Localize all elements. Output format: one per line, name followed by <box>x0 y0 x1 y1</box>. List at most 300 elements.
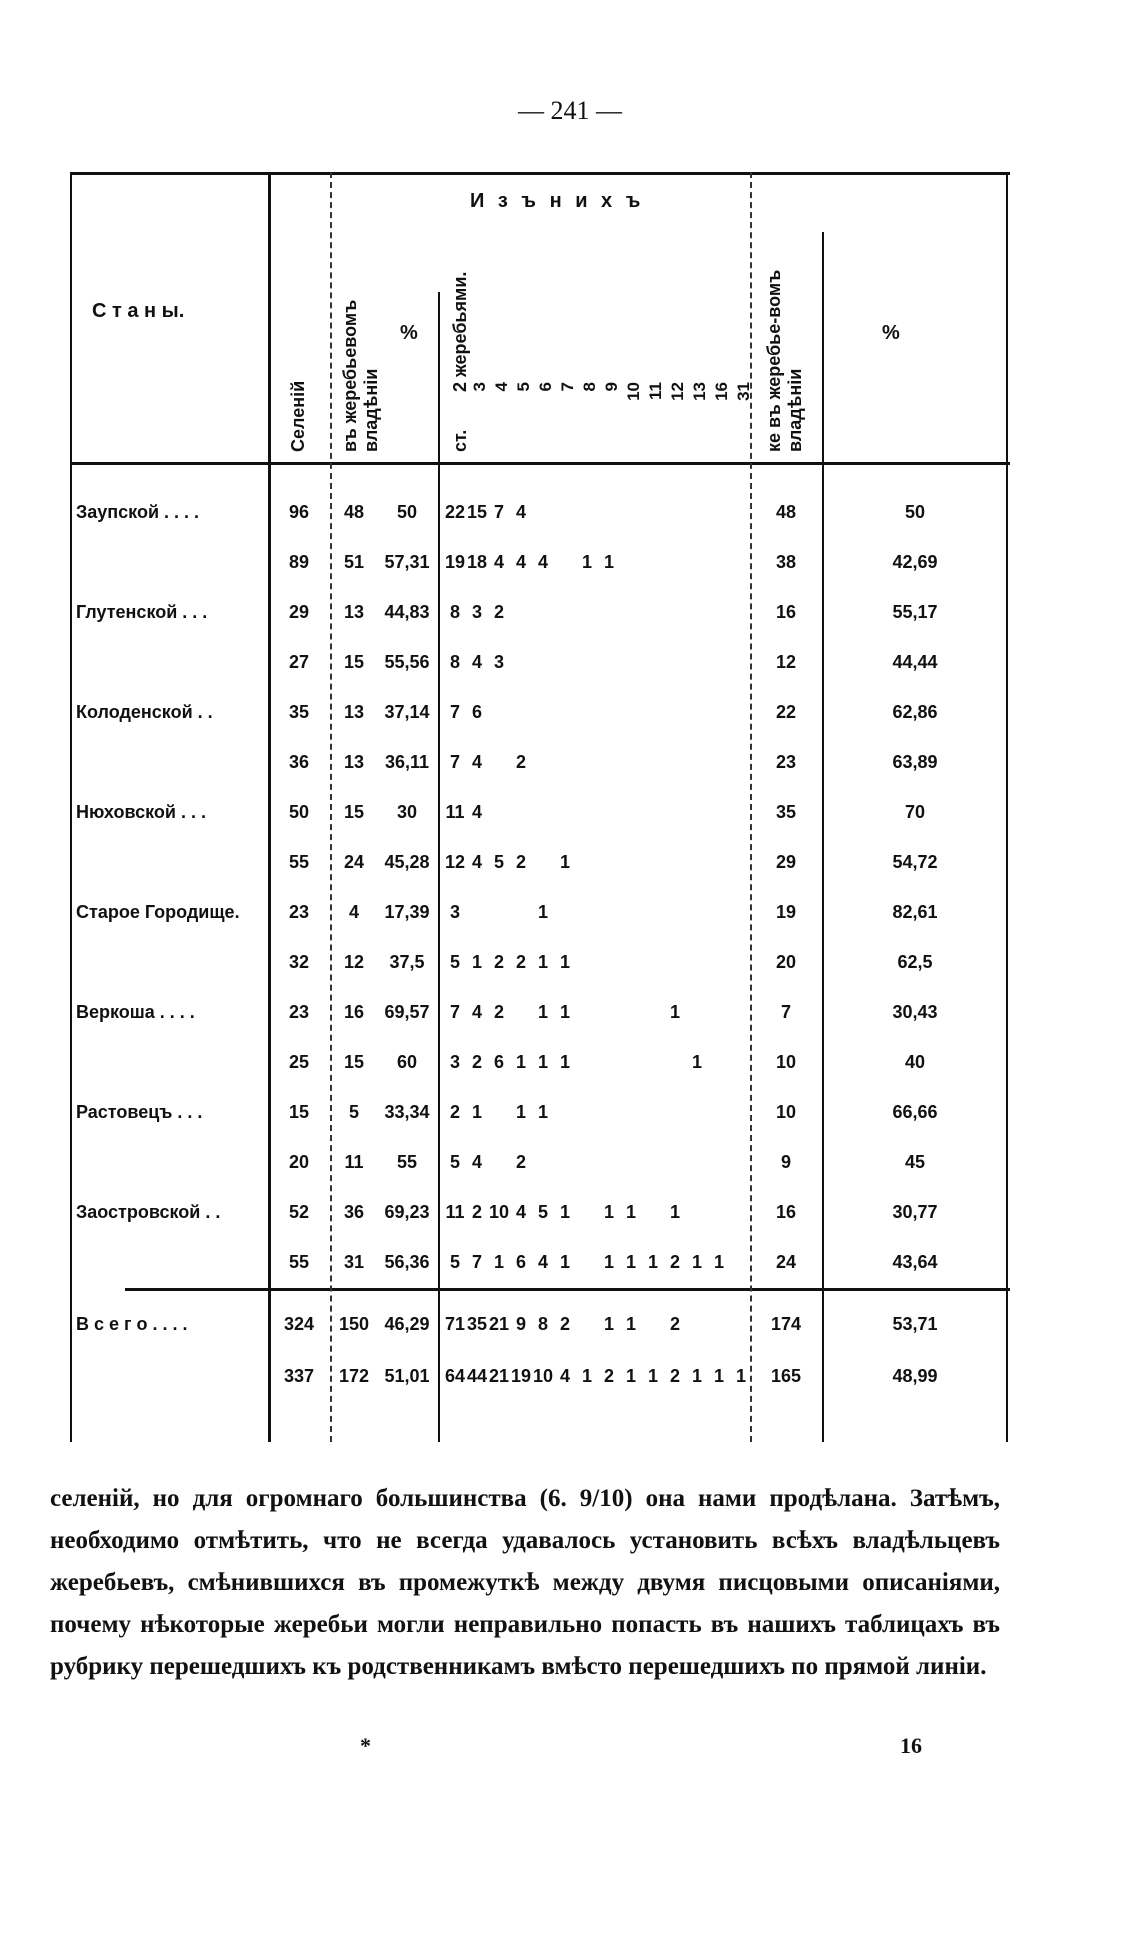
count-cell: 1 <box>559 1202 570 1222</box>
pct2-cell: 40 <box>904 1052 926 1072</box>
pct2-cell: 50 <box>904 502 926 522</box>
header-zhereb: въ жеребьевомъ владѣніи <box>340 299 381 452</box>
sub-number-8: 8 <box>580 382 599 392</box>
count-cell: 4 <box>471 1002 482 1022</box>
stan-name <box>76 738 266 786</box>
count-cell <box>686 788 708 836</box>
stan-name: Заостровской . . <box>76 1202 221 1222</box>
count-cell: 6 <box>471 702 482 722</box>
count-cell <box>532 738 554 786</box>
ke-cell: 29 <box>775 852 797 872</box>
two-zh-cell: 5 <box>449 952 460 972</box>
count-cell: 4 <box>537 552 548 572</box>
ke-cell: 12 <box>775 652 797 672</box>
count-cell <box>686 1300 708 1348</box>
sub-number-12: 12 <box>668 382 687 401</box>
ke-cell: 7 <box>780 1002 791 1022</box>
stan-name: Нюховской . . . <box>76 802 206 822</box>
count-cell <box>708 688 730 736</box>
count-cell <box>598 1038 620 1086</box>
count-cell <box>730 688 752 736</box>
count-cell <box>686 838 708 886</box>
count-cell: 2 <box>515 852 526 872</box>
count-cell: 1 <box>625 1366 636 1386</box>
ke-cell: 165 <box>770 1366 802 1386</box>
ke-cell: 19 <box>775 902 797 922</box>
count-cell <box>620 838 642 886</box>
count-cell: 15 <box>466 502 488 522</box>
count-cell <box>664 838 686 886</box>
zhereb-cell: 13 <box>343 602 365 622</box>
count-cell <box>730 788 752 836</box>
pct2-cell: 70 <box>904 802 926 822</box>
sub-number-9: 9 <box>602 382 621 392</box>
count-cell <box>708 538 730 586</box>
totals-row <box>70 1352 1010 1400</box>
count-cell <box>576 988 598 1036</box>
count-cell <box>576 938 598 986</box>
table-row <box>70 1138 1010 1186</box>
header-pct: % <box>400 322 418 344</box>
count-cell <box>686 488 708 536</box>
count-cell: 1 <box>537 1102 548 1122</box>
pct-cell: 45,28 <box>384 852 430 872</box>
count-cell <box>598 838 620 886</box>
count-cell <box>730 488 752 536</box>
count-cell <box>598 938 620 986</box>
count-cell: 1 <box>471 952 482 972</box>
count-cell: 2 <box>559 1314 570 1334</box>
table-row <box>70 488 1010 536</box>
count-cell: 18 <box>466 552 488 572</box>
sub-number-7: 7 <box>558 382 577 392</box>
ke-cell: 48 <box>775 502 797 522</box>
count-cell <box>642 588 664 636</box>
count-cell: 1 <box>559 852 570 872</box>
count-cell: 1 <box>713 1252 724 1272</box>
table-row <box>70 738 1010 786</box>
sub-number-13: 13 <box>690 382 709 401</box>
count-cell: 1 <box>625 1314 636 1334</box>
count-cell <box>488 888 510 936</box>
count-cell <box>708 1300 730 1348</box>
pct-cell: 55 <box>396 1152 418 1172</box>
pct2-cell: 62,86 <box>892 702 938 722</box>
count-cell: 2 <box>493 602 504 622</box>
count-cell <box>642 1300 664 1348</box>
count-cell <box>598 988 620 1036</box>
signature-number: 16 <box>900 1733 922 1758</box>
count-cell: 9 <box>515 1314 526 1334</box>
count-cell: 2 <box>493 1002 504 1022</box>
table-row <box>70 838 1010 886</box>
count-cell <box>510 888 532 936</box>
seleniy-cell: 36 <box>288 752 310 772</box>
count-cell <box>598 1088 620 1136</box>
two-zh-cell: 12 <box>444 852 466 872</box>
count-cell <box>708 1038 730 1086</box>
count-cell <box>554 588 576 636</box>
zhereb-cell: 13 <box>343 752 365 772</box>
page-number: — 241 — <box>518 96 622 125</box>
stan-name: Заупской . . . . <box>76 502 200 522</box>
stan-name: Растовецъ . . . <box>76 1102 203 1122</box>
count-cell <box>642 938 664 986</box>
sub-number-6: 6 <box>536 382 555 392</box>
count-cell: 1 <box>581 552 592 572</box>
count-cell <box>642 1188 664 1236</box>
stan-name <box>76 1238 266 1286</box>
ke-cell: 23 <box>775 752 797 772</box>
count-cell <box>708 1138 730 1186</box>
count-cell <box>598 488 620 536</box>
count-cell <box>554 788 576 836</box>
count-cell: 2 <box>603 1366 614 1386</box>
count-cell <box>510 688 532 736</box>
seleniy-cell: 55 <box>288 852 310 872</box>
count-cell: 21 <box>488 1366 510 1386</box>
ke-cell: 10 <box>775 1102 797 1122</box>
count-cell: 7 <box>493 502 504 522</box>
count-cell <box>576 488 598 536</box>
count-cell <box>708 788 730 836</box>
count-cell <box>576 1188 598 1236</box>
pct-cell: 51,01 <box>384 1366 430 1386</box>
count-cell: 1 <box>471 1102 482 1122</box>
count-cell <box>620 938 642 986</box>
stan-name: Колоденской . . <box>76 702 213 722</box>
count-cell <box>730 588 752 636</box>
pct2-cell: 63,89 <box>892 752 938 772</box>
count-cell: 4 <box>493 552 504 572</box>
table-top-rule <box>70 172 1010 175</box>
seleniy-cell: 35 <box>288 702 310 722</box>
count-cell: 4 <box>559 1366 570 1386</box>
pct-cell: 37,5 <box>389 952 425 972</box>
ke-cell: 174 <box>770 1314 802 1334</box>
count-cell <box>664 788 686 836</box>
count-cell: 1 <box>559 1252 570 1272</box>
seleniy-cell: 50 <box>288 802 310 822</box>
pct2-cell: 43,64 <box>892 1252 938 1272</box>
count-cell <box>620 1088 642 1136</box>
count-cell <box>554 538 576 586</box>
pct-cell: 57,31 <box>384 552 430 572</box>
count-cell <box>686 588 708 636</box>
seleniy-cell: 23 <box>288 1002 310 1022</box>
count-cell <box>730 1088 752 1136</box>
count-cell: 1 <box>515 1052 526 1072</box>
two-zh-cell: 3 <box>449 1052 460 1072</box>
count-cell <box>642 988 664 1036</box>
sub-number-10: 10 <box>624 382 643 401</box>
count-cell: 1 <box>647 1252 658 1272</box>
count-cell <box>686 888 708 936</box>
ke-cell: 24 <box>775 1252 797 1272</box>
count-cell <box>488 738 510 786</box>
count-cell <box>598 738 620 786</box>
count-cell <box>730 638 752 686</box>
count-cell: 7 <box>471 1252 482 1272</box>
table-row <box>70 888 1010 936</box>
zhereb-cell: 150 <box>338 1314 370 1334</box>
count-cell <box>642 888 664 936</box>
count-cell <box>730 1138 752 1186</box>
count-cell <box>708 1188 730 1236</box>
count-cell <box>730 838 752 886</box>
two-zh-cell: 22 <box>444 502 466 522</box>
zhereb-cell: 51 <box>343 552 365 572</box>
pct2-cell: 54,72 <box>892 852 938 872</box>
count-cell: 1 <box>559 1052 570 1072</box>
count-cell <box>510 788 532 836</box>
count-cell <box>708 888 730 936</box>
table-row <box>70 588 1010 636</box>
count-cell <box>664 638 686 686</box>
count-cell <box>576 588 598 636</box>
count-cell: 1 <box>603 1314 614 1334</box>
count-cell: 1 <box>691 1252 702 1272</box>
count-cell: 2 <box>669 1366 680 1386</box>
header-iz-nikh: И з ъ н и х ъ <box>470 190 645 212</box>
count-cell: 1 <box>603 552 614 572</box>
pct-cell: 44,83 <box>384 602 430 622</box>
count-cell <box>664 688 686 736</box>
statistics-table <box>70 172 1010 1442</box>
stan-name <box>76 638 266 686</box>
count-cell: 1 <box>691 1366 702 1386</box>
count-cell <box>730 1300 752 1348</box>
count-cell <box>576 888 598 936</box>
count-cell <box>532 488 554 536</box>
pct-cell: 56,36 <box>384 1252 430 1272</box>
count-cell <box>664 588 686 636</box>
stan-name <box>76 538 266 586</box>
two-zh-cell: 8 <box>449 652 460 672</box>
count-cell: 1 <box>493 1252 504 1272</box>
zhereb-cell: 31 <box>343 1252 365 1272</box>
table-row <box>70 988 1010 1036</box>
zhereb-cell: 16 <box>343 1002 365 1022</box>
count-cell <box>488 1138 510 1186</box>
seleniy-cell: 32 <box>288 952 310 972</box>
table-row <box>70 1238 1010 1286</box>
count-cell <box>554 738 576 786</box>
count-cell <box>598 588 620 636</box>
count-cell <box>642 488 664 536</box>
table-row <box>70 1038 1010 1086</box>
count-cell <box>532 688 554 736</box>
body-paragraph: селеній, но для огромнаго большинства (6. 9/10) она нами продѣлана. Затѣмъ, необходимо отмѣтить, что не всегда удавалось установить всѣхъ владѣльцевъ жеребьевъ, смѣнившихся въ промежуткѣ между двумя писцовыми описаніями, почему нѣкоторые жеребьи могли неправильно попасть въ нашихъ таблицахъ въ рубрику перешедшихъ къ родственникамъ вмѣсто перешедшихъ по прямой линіи. <box>50 1485 1000 1680</box>
count-cell <box>532 788 554 836</box>
zhereb-cell: 11 <box>344 1152 364 1172</box>
ke-cell: 20 <box>775 952 797 972</box>
count-cell <box>664 888 686 936</box>
zhereb-cell: 36 <box>343 1202 365 1222</box>
pct2-cell: 30,43 <box>892 1002 938 1022</box>
count-cell: 1 <box>537 902 548 922</box>
count-cell <box>664 1038 686 1086</box>
seleniy-cell: 27 <box>288 652 310 672</box>
count-cell: 10 <box>488 1202 510 1222</box>
sub-number-11: 11 <box>646 382 665 400</box>
count-cell <box>488 688 510 736</box>
header-seleniy: Селеній <box>288 380 308 452</box>
count-cell <box>642 1138 664 1186</box>
header-bottom-rule <box>70 462 1010 465</box>
count-cell: 1 <box>713 1366 724 1386</box>
count-cell <box>686 538 708 586</box>
count-cell: 4 <box>515 1202 526 1222</box>
count-cell <box>642 638 664 686</box>
stan-name <box>76 838 266 886</box>
count-cell <box>730 1038 752 1086</box>
count-cell <box>598 688 620 736</box>
zhereb-cell: 4 <box>348 902 359 922</box>
pct2-cell: 55,17 <box>892 602 938 622</box>
two-zh-cell: 11 <box>445 1202 465 1222</box>
count-cell: 2 <box>515 952 526 972</box>
count-cell: 4 <box>515 552 526 572</box>
two-zh-cell: 7 <box>449 752 460 772</box>
seleniy-cell: 29 <box>288 602 310 622</box>
count-cell <box>686 1138 708 1186</box>
count-cell <box>576 1138 598 1186</box>
count-cell <box>686 638 708 686</box>
count-cell <box>642 788 664 836</box>
count-cell: 6 <box>493 1052 504 1072</box>
count-cell <box>576 688 598 736</box>
ke-cell: 38 <box>775 552 797 572</box>
count-cell <box>620 638 642 686</box>
stan-name: В с е г о . . . . <box>76 1314 188 1334</box>
count-cell: 4 <box>471 752 482 772</box>
header-ke: ке въ жеребье-вомъ владѣніи <box>764 269 805 452</box>
count-cell <box>576 738 598 786</box>
count-cell <box>620 688 642 736</box>
count-cell: 3 <box>471 602 482 622</box>
count-cell <box>642 738 664 786</box>
pct-cell: 33,34 <box>384 1102 430 1122</box>
count-cell <box>466 888 488 936</box>
count-cell <box>642 538 664 586</box>
pct-cell: 30 <box>396 802 418 822</box>
seleniy-cell: 23 <box>288 902 310 922</box>
count-cell: 2 <box>471 1052 482 1072</box>
count-cell: 1 <box>603 1252 614 1272</box>
seleniy-cell: 96 <box>288 502 310 522</box>
count-cell <box>488 1088 510 1136</box>
count-cell <box>576 838 598 886</box>
count-cell <box>532 638 554 686</box>
pct-cell: 60 <box>396 1052 418 1072</box>
count-cell: 2 <box>471 1202 482 1222</box>
ke-cell: 16 <box>775 1202 797 1222</box>
zhereb-cell: 24 <box>343 852 365 872</box>
ke-cell: 35 <box>775 802 797 822</box>
count-cell: 1 <box>603 1202 614 1222</box>
count-cell <box>642 1088 664 1136</box>
count-cell <box>664 488 686 536</box>
seleniy-cell: 89 <box>288 552 310 572</box>
count-cell <box>686 738 708 786</box>
ke-cell: 22 <box>775 702 797 722</box>
count-cell: 1 <box>537 1052 548 1072</box>
zhereb-cell: 172 <box>338 1366 370 1386</box>
table-row <box>70 638 1010 686</box>
pct2-cell: 42,69 <box>892 552 938 572</box>
count-cell <box>730 1188 752 1236</box>
pct-cell: 17,39 <box>384 902 430 922</box>
count-cell <box>730 538 752 586</box>
zhereb-cell: 48 <box>343 502 365 522</box>
count-cell: 3 <box>493 652 504 672</box>
pct2-cell: 82,61 <box>892 902 938 922</box>
two-zh-cell: 7 <box>449 1002 460 1022</box>
count-cell: 19 <box>510 1366 532 1386</box>
count-cell: 4 <box>471 802 482 822</box>
count-cell <box>686 1088 708 1136</box>
seleniy-cell: 25 <box>288 1052 310 1072</box>
zhereb-cell: 15 <box>343 802 365 822</box>
count-cell <box>730 1238 752 1286</box>
stan-name <box>76 1038 266 1086</box>
pct-cell: 36,11 <box>384 752 430 772</box>
count-cell <box>708 488 730 536</box>
pct-cell: 50 <box>396 502 418 522</box>
count-cell <box>664 1088 686 1136</box>
table-row <box>70 1188 1010 1236</box>
count-cell: 4 <box>515 502 526 522</box>
count-cell: 21 <box>488 1314 510 1334</box>
pct-cell: 55,56 <box>384 652 430 672</box>
count-cell <box>708 638 730 686</box>
count-cell <box>510 588 532 636</box>
sub-number-31: 31 <box>734 382 753 401</box>
count-cell <box>554 1138 576 1186</box>
count-cell <box>598 1138 620 1186</box>
count-cell: 1 <box>625 1202 636 1222</box>
stan-name <box>76 1352 266 1400</box>
count-cell <box>532 1138 554 1186</box>
count-cell <box>686 1188 708 1236</box>
count-cell <box>576 1038 598 1086</box>
table-row <box>70 688 1010 736</box>
count-cell: 1 <box>647 1366 658 1386</box>
seleniy-cell: 337 <box>283 1366 315 1386</box>
count-cell <box>686 938 708 986</box>
count-cell <box>576 788 598 836</box>
count-cell <box>708 738 730 786</box>
count-cell: 2 <box>669 1252 680 1272</box>
count-cell: 1 <box>559 952 570 972</box>
zhereb-cell: 5 <box>348 1102 359 1122</box>
two-zh-cell: 64 <box>444 1366 466 1386</box>
count-cell <box>488 788 510 836</box>
seleniy-cell: 20 <box>288 1152 310 1172</box>
count-cell <box>730 938 752 986</box>
two-zh-cell: 71 <box>444 1314 466 1334</box>
count-cell <box>620 1038 642 1086</box>
table-row <box>70 938 1010 986</box>
count-cell <box>730 888 752 936</box>
count-cell <box>686 688 708 736</box>
count-cell: 1 <box>691 1052 702 1072</box>
count-cell: 1 <box>735 1366 746 1386</box>
stan-name: Веркоша . . . . <box>76 1002 195 1022</box>
count-cell: 2 <box>515 1152 526 1172</box>
pct2-cell: 30,77 <box>892 1202 938 1222</box>
